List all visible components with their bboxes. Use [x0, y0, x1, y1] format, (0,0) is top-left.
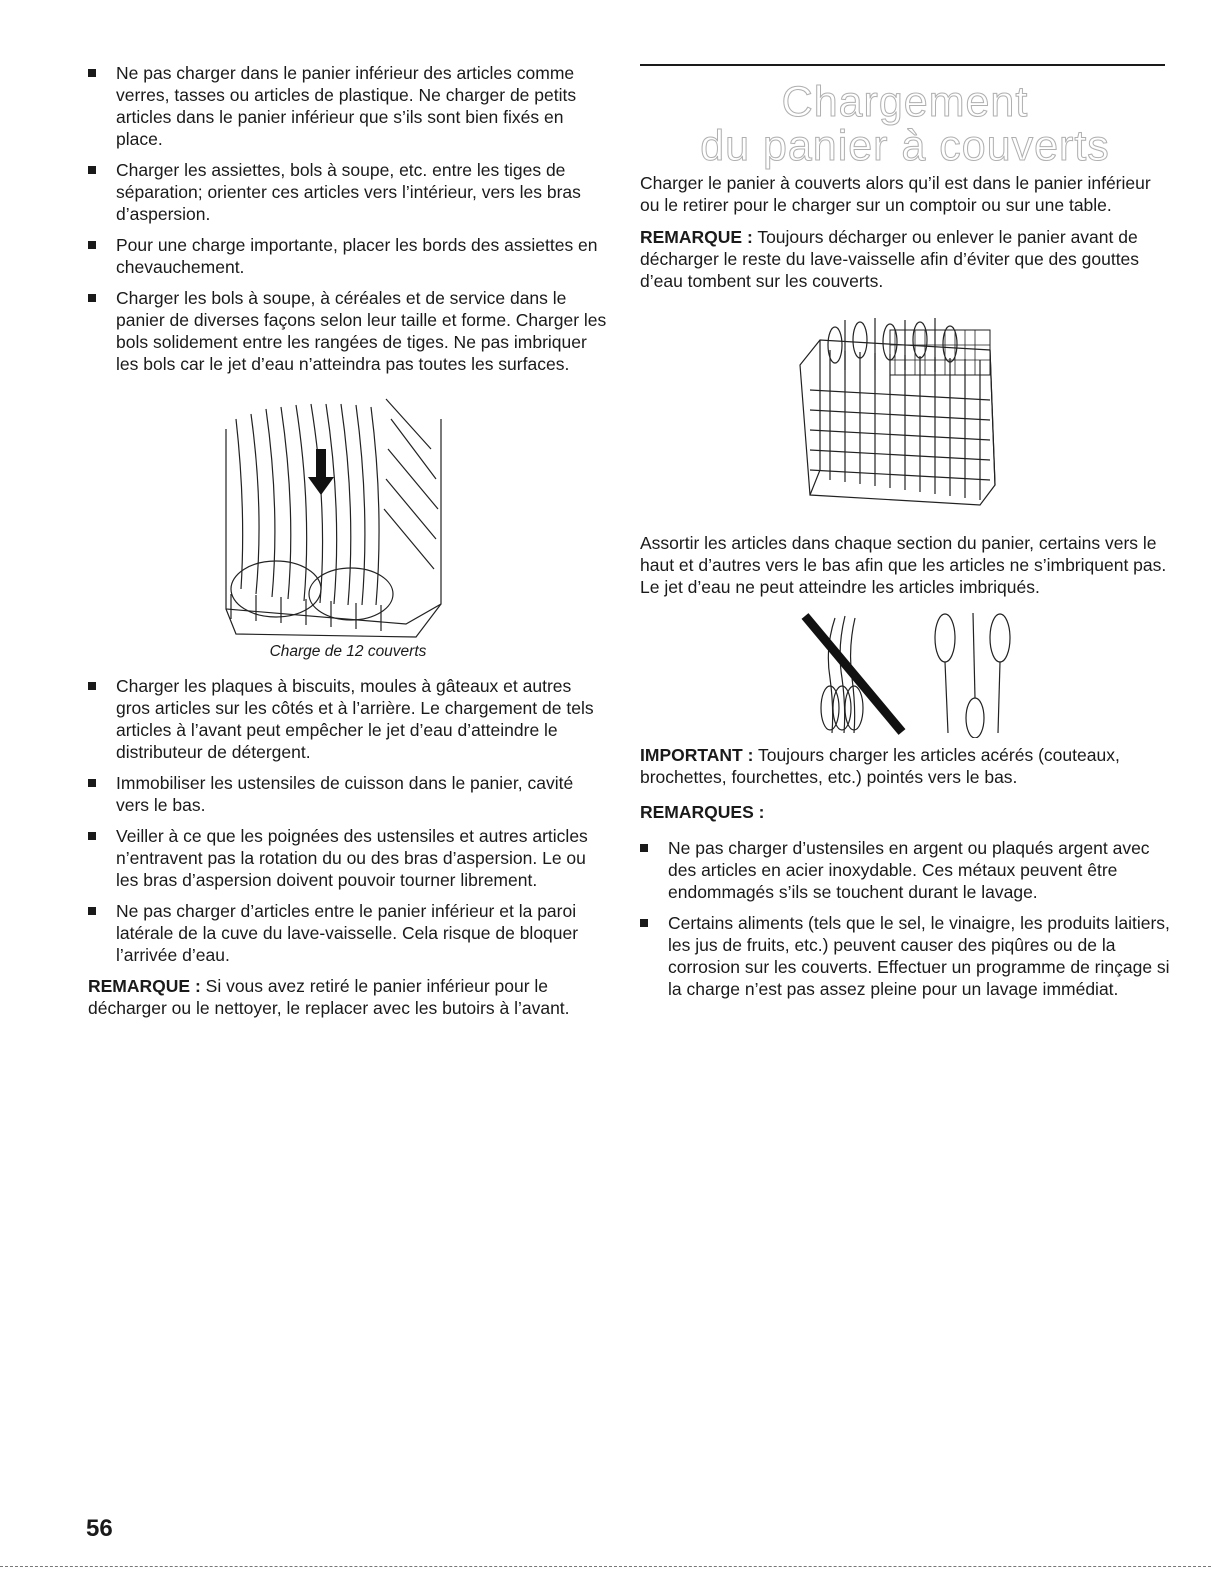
right-column	[640, 80, 1170, 1009]
bullet-list-top	[88, 62, 608, 375]
list-item: Charger les plaques à biscuits, moules à gâteaux et autres gros articles sur les côtés et à l’arrière. Le chargement de tels articles à l’avant peut empêcher le jet d’eau d’atteindre le distributeur de détergent.	[88, 675, 608, 763]
list-item: Immobiliser les ustensiles de cuisson dans le panier, cavité vers le bas.	[88, 772, 608, 816]
bullet-square-icon	[640, 844, 648, 852]
assort-paragraph: Assortir les articles dans chaque section du panier, certains vers le haut et d’autres vers le bas afin que les articles ne s’imbriquent pas. Le jet d’eau ne peut atteindre les articles imbriqués.	[640, 533, 1167, 597]
left-column	[88, 62, 608, 1029]
important-label: IMPORTANT :	[640, 745, 754, 765]
note-label: REMARQUE :	[88, 976, 201, 996]
nesting-illustration	[790, 608, 1170, 738]
list-item: Charger les bols à soupe, à céréales et de service dans le panier de diverses façons selon leur taille et forme. Charger les bols solidement entre les rangées de tiges. Ne pas imbriquer les bols car le jet d’eau n’atteindra pas toutes les surfaces.	[88, 287, 608, 375]
note-label: REMARQUE :	[640, 227, 753, 247]
section-rule	[640, 64, 1165, 66]
section-title: Chargement du panier à couverts	[700, 78, 1110, 170]
bullet-square-icon	[88, 294, 96, 302]
list-item: Ne pas charger dans le panier inférieur des articles comme verres, tasses ou articles de plastique. Ne charger de petits articles dans le panier inférieur que s’ils sont bien fixés en place.	[88, 62, 608, 150]
remarques-heading: REMARQUES :	[640, 802, 765, 822]
note-paragraph: REMARQUE : Si vous avez retiré le panier inférieur pour le décharger ou le nettoyer, le replacer avec les butoirs à l’avant.	[88, 976, 570, 1018]
bullet-square-icon	[640, 919, 648, 927]
bullet-list-bottom	[88, 675, 608, 966]
list-item: Ne pas charger d’ustensiles en argent ou plaqués argent avec des articles en acier inoxydable. Ces métaux peuvent être endommagés s’ils se touchent durant le lavage.	[640, 837, 1170, 903]
lower-rack-illustration	[216, 389, 608, 639]
page-number: 56	[86, 1515, 113, 1542]
remarques-list	[640, 837, 1170, 1000]
bullet-square-icon	[88, 832, 96, 840]
bullet-square-icon	[88, 779, 96, 787]
list-item: Veiller à ce que les poignées des ustensiles et autres articles n’entravent pas la rotation du ou des bras d’aspersion. Le ou les bras d’aspersion doivent pouvoir tourner librement.	[88, 825, 608, 891]
note-paragraph: REMARQUE : Toujours décharger ou enlever le panier avant de décharger le reste du lave-vaisselle afin d’éviter que des gouttes d’eau tombent sur les couverts.	[640, 227, 1140, 291]
bullet-square-icon	[88, 241, 96, 249]
list-item: Charger les assiettes, bols à soupe, etc. entre les tiges de séparation; orienter ces articles vers l’intérieur, vers les bras d’aspersion.	[88, 159, 608, 225]
list-item: Certains aliments (tels que le sel, le vinaigre, les produits laitiers, les jus de fruits, etc.) peuvent causer des piqûres ou de la corrosion sur les couverts. Effectuer un programme de rinçage si la charge n’est pas assez pleine pour un lavage immédiat.	[640, 912, 1170, 1000]
list-item: Pour une charge importante, placer les bords des assiettes en chevauchement.	[88, 234, 608, 278]
bullet-square-icon	[88, 907, 96, 915]
bullet-square-icon	[88, 69, 96, 77]
list-item: Ne pas charger d’articles entre le panier inférieur et la paroi latérale de la cuve du lave-vaisselle. Cela risque de bloquer l’arrivée d’eau.	[88, 900, 608, 966]
bullet-square-icon	[88, 166, 96, 174]
bullet-square-icon	[88, 682, 96, 690]
bottom-divider	[0, 1566, 1211, 1567]
silverware-basket-illustration	[790, 310, 1170, 510]
intro-paragraph: Charger le panier à couverts alors qu’il est dans le panier inférieur ou le retirer pour le charger sur un comptoir ou sur une table.	[640, 173, 1151, 215]
figure-caption: Charge de 12 couverts	[269, 643, 427, 660]
important-paragraph: IMPORTANT : Toujours charger les articles acérés (couteaux, brochettes, fourchettes, etc.) pointés vers le bas.	[640, 745, 1120, 787]
